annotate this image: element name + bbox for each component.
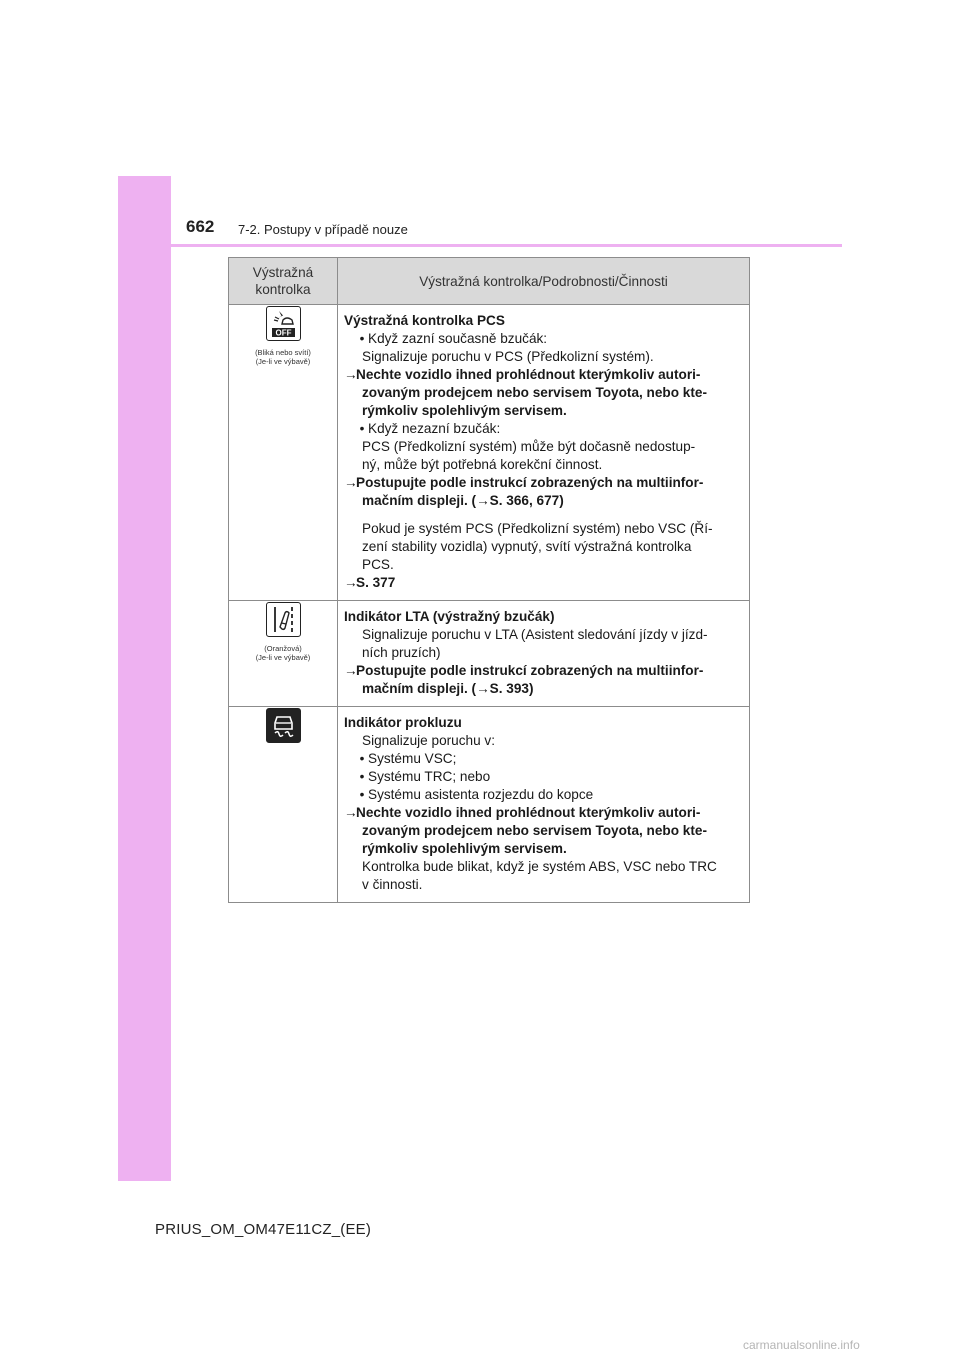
row-title: Indikátor prokluzu — [344, 715, 462, 730]
col1-header: Výstražná kontrolka — [229, 258, 338, 305]
action-line: mačním displeji. (→S. 393) — [362, 681, 534, 696]
lta-icon — [266, 602, 301, 637]
action-line: →S. 377 — [344, 575, 396, 590]
table-header-row — [229, 258, 750, 305]
icon-cell — [229, 601, 338, 707]
col2-header: Výstražná kontrolka/Podrobnosti/Činnosti — [338, 258, 750, 305]
svg-text:OFF: OFF — [275, 328, 291, 338]
action-line: zovaným prodejcem nebo servisem Toyota, nebo kte- — [362, 823, 707, 838]
text-line: ních pruzích) — [362, 645, 441, 660]
action-line: rýmkoliv spolehlivým servisem. — [362, 841, 567, 856]
description-cell — [338, 305, 750, 601]
list-item: • Systému asistenta rozjezdu do kopce — [359, 787, 594, 802]
row-title: Výstražná kontrolka PCS — [344, 313, 505, 328]
text-line: Signalizuje poruchu v: — [362, 733, 495, 748]
text-line: Kontrolka bude blikat, když je systém ABS, VSC nebo TRC — [362, 859, 717, 874]
side-tab — [118, 176, 171, 1181]
text-line: PCS (Předkolizní systém) může být dočasně nedostup- — [362, 439, 696, 454]
action-line: rýmkoliv spolehlivým servisem. — [362, 403, 567, 418]
description-cell — [338, 707, 750, 903]
warning-lights-table — [228, 257, 750, 903]
text-line: Signalizuje poruchu v LTA (Asistent sledování jízdy v jízd- — [362, 627, 708, 642]
icon-caption: (Je-li ve výbavě) — [255, 357, 311, 366]
slip-indicator-icon — [266, 708, 301, 743]
icon-caption: (Je-li ve výbavě) — [255, 653, 311, 662]
action-line: →Postupujte podle instrukcí zobrazených na multiinfor- — [344, 663, 704, 678]
table-row — [229, 707, 750, 903]
description-cell — [338, 601, 750, 707]
page-number: 662 — [186, 217, 215, 236]
text-line: PCS. — [362, 557, 394, 572]
action-line: zovaným prodejcem nebo servisem Toyota, nebo kte- — [362, 385, 707, 400]
list-item: • Systému TRC; nebo — [359, 769, 491, 784]
text-line: v činnosti. — [362, 877, 423, 892]
watermark: carmanualsonline.info — [743, 1338, 860, 1352]
document-code: PRIUS_OM_OM47E11CZ_(EE) — [155, 1221, 372, 1238]
header-rule — [171, 244, 842, 247]
action-line: →Nechte vozidlo ihned prohlédnout kterýmkoliv autori- — [344, 367, 701, 382]
action-line: →Nechte vozidlo ihned prohlédnout kterýmkoliv autori- — [344, 805, 701, 820]
table-row — [229, 305, 750, 601]
list-item: • Systému VSC; — [359, 751, 457, 766]
action-line: mačním displeji. (→S. 366, 677) — [362, 493, 564, 508]
text-line: ný, může být potřebná korekční činnost. — [362, 457, 603, 472]
text-line: Signalizuje poruchu v PCS (Předkolizní systém). — [362, 349, 654, 364]
list-item: • Když nezazní bzučák: — [359, 421, 501, 436]
text-line: Pokud je systém PCS (Předkolizní systém) nebo VSC (Ří- — [362, 521, 713, 536]
section-title: 7-2. Postupy v případě nouze — [238, 222, 408, 237]
icon-cell — [229, 305, 338, 601]
action-line: →Postupujte podle instrukcí zobrazených na multiinfor- — [344, 475, 704, 490]
table-row — [229, 601, 750, 707]
row-title: Indikátor LTA (výstražný bzučák) — [344, 609, 555, 624]
pcs-off-icon — [266, 306, 301, 341]
icon-cell — [229, 707, 338, 903]
icon-caption: (Oranžová) — [264, 644, 302, 653]
text-line: zení stability vozidla) vypnutý, svítí výstražná kontrolka — [362, 539, 692, 554]
icon-caption: (Bliká nebo svítí) — [255, 348, 311, 357]
list-item: • Když zazní současně bzučák: — [359, 331, 548, 346]
